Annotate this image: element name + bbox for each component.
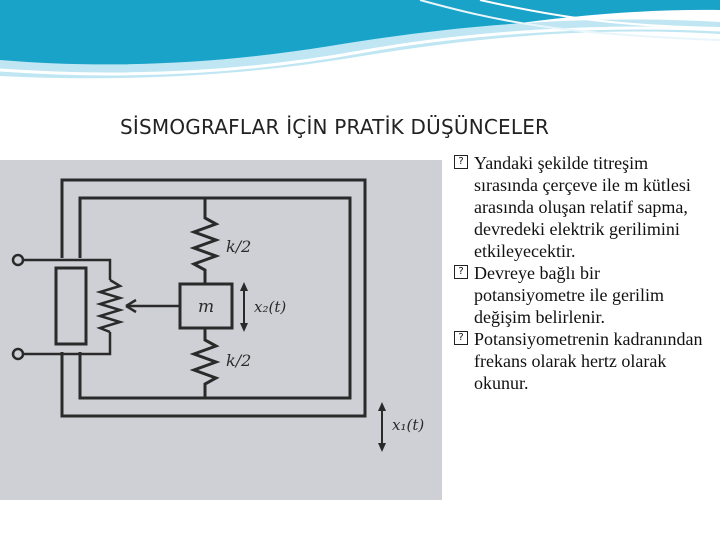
resistor-icon (100, 280, 120, 332)
bullet-item (452, 152, 714, 262)
potentiometer-body (56, 268, 86, 344)
bullet-marker-icon: ? (454, 155, 468, 169)
x1-label: x₁(t) (392, 416, 425, 434)
x1-arrow-icon (378, 402, 386, 452)
spring-bottom-label: k/2 (226, 351, 252, 370)
circuit-wires (13, 255, 180, 359)
bullet-list (452, 152, 714, 394)
bullet-item (452, 328, 714, 394)
seismograph-diagram (0, 160, 442, 500)
bullet-text: Yandaki şekilde titreşim sırasında çerçeve ile m kütlesi arasında oluşan relatif sapma, devredeki elektrik gerilimini etkileyecektir. (474, 153, 691, 261)
bullet-marker-icon: ? (454, 265, 468, 279)
bullet-marker-icon: ? (454, 331, 468, 345)
bullet-text: Potansiyometrenin kadranından frekans olarak hertz olarak okunur. (474, 329, 703, 393)
bullet-item (452, 262, 714, 328)
slide-title: SİSMOGRAFLAR İÇİN PRATİK DÜŞÜNCELER (120, 115, 550, 139)
terminal-bottom (13, 349, 23, 359)
header-wave-decoration (0, 0, 720, 90)
spring-top-label: k/2 (226, 237, 252, 256)
bullet-text: Devreye bağlı bir potansiyometre ile gerilim değişim belirlenir. (474, 263, 664, 327)
spring-bottom-icon (194, 328, 216, 398)
x2-label: x₂(t) (254, 298, 287, 316)
spring-top-icon (194, 198, 216, 284)
x2-arrow-icon (240, 282, 248, 332)
mass-label: m (197, 297, 215, 317)
terminal-top (13, 255, 23, 265)
